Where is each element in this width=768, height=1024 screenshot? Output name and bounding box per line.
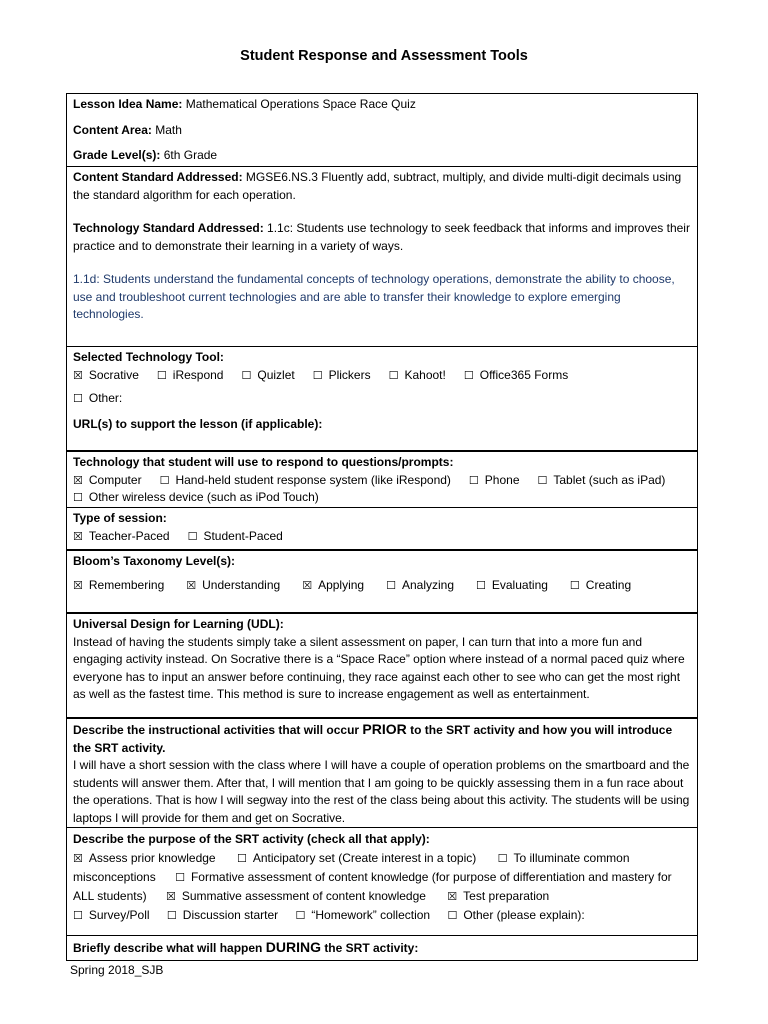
during-activity-section	[67, 935, 697, 960]
srt-form-table	[66, 93, 698, 961]
tool-option-office365-forms[interactable]	[464, 367, 568, 385]
checkbox-icon[interactable]: ☐	[166, 909, 177, 922]
prior-label	[73, 721, 691, 757]
bloom-options	[73, 577, 691, 595]
prior-text: I will have a short session with the class where I will have a couple of operation problems on the smartboard and the students will answer them. After that, I will mention that I am going to be quickly assessing them in a fun race about the operations. That is how I will segway into the rest of the class being about this activity. The students will be using laptops I will provide for them and get on Socrative.	[73, 758, 690, 825]
option-label: “Homework” collection	[311, 908, 431, 922]
checkbox-checked-icon[interactable]: ☒	[186, 578, 197, 592]
blooms-taxonomy-section	[67, 549, 697, 612]
option-label: Discussion starter	[182, 908, 279, 922]
content-standard-value: MGSE6.NS.3 Fluently add, subtract, multiply, and divide multi-digit decimals using the standard algorithm for each operation.	[73, 170, 682, 202]
option-label: Phone	[484, 472, 520, 487]
grade-level-label: Grade Level(s):	[73, 148, 161, 162]
session-options	[73, 528, 691, 546]
option-label: Tablet (such as iPad)	[553, 472, 666, 487]
footer-text: Spring 2018_SJB	[70, 963, 164, 977]
bloom-option-creating[interactable]	[570, 577, 631, 595]
purpose-options	[73, 849, 691, 925]
tool-option-plickers[interactable]	[313, 367, 371, 385]
device-options	[73, 472, 691, 490]
checkbox-icon[interactable]: ☐	[156, 368, 167, 382]
tech-standard-label: Technology Standard Addressed:	[73, 221, 264, 235]
checkbox-checked-icon[interactable]: ☒	[73, 368, 83, 382]
checkbox-checked-icon[interactable]: ☒	[73, 578, 83, 592]
udl-section	[67, 612, 697, 717]
purpose-option-other[interactable]	[447, 908, 584, 922]
checkbox-icon[interactable]: ☐	[468, 473, 479, 487]
tool-option-kahoot[interactable]	[389, 367, 446, 385]
content-standard-label: Content Standard Addressed:	[73, 170, 243, 184]
option-label: Kahoot!	[404, 367, 446, 382]
content-area-value: Math	[155, 122, 182, 137]
option-label: Creating	[585, 577, 632, 592]
option-label: Survey/Poll	[88, 908, 150, 922]
checkbox-checked-icon[interactable]: ☒	[165, 890, 176, 903]
url-label	[73, 416, 691, 434]
url-label-text: URL(s) to support the lesson (if applicable):	[73, 416, 323, 431]
bloom-option-understanding[interactable]	[186, 577, 280, 595]
checkbox-icon[interactable]: ☐	[295, 909, 306, 922]
bloom-option-analyzing[interactable]	[386, 577, 454, 595]
checkbox-checked-icon[interactable]: ☒	[302, 578, 313, 592]
udl-text: Instead of having the students simply take a silent assessment on paper, I can turn that into a more fun and engaging activity instead. On Socrative there is a “Space Race” option where instead of a normal paced quiz where everyone has to input an answer before continuing, they race against each other to see who can get the most right as well as the fastest time. This method is sure to increase engagement as well as entertainment.	[73, 634, 685, 701]
option-label: Formative assessment of content knowledge (for purpose of differentiation and mastery for ALL students)	[73, 870, 672, 903]
grade-level-value: 6th Grade	[163, 148, 218, 162]
technology-tool-section	[67, 346, 697, 450]
checkbox-icon[interactable]: ☐	[73, 909, 83, 922]
checkbox-icon[interactable]: ☐	[187, 529, 198, 543]
purpose-option-test-prep[interactable]	[447, 889, 549, 903]
purpose-option-assess-prior[interactable]	[73, 851, 216, 865]
checkbox-checked-icon[interactable]: ☒	[73, 473, 83, 487]
checkbox-icon[interactable]: ☐	[241, 368, 252, 382]
device-option-tablet[interactable]	[538, 472, 666, 490]
purpose-option-anticipatory-set[interactable]	[237, 851, 476, 865]
checkbox-icon[interactable]: ☐	[497, 852, 508, 865]
option-label: Hand-held student response system (like iRespond)	[175, 472, 451, 487]
purpose-option-survey[interactable]	[73, 908, 150, 922]
tool-option-socrative[interactable]	[73, 367, 139, 385]
option-label: Computer	[88, 472, 142, 487]
checkbox-icon[interactable]: ☐	[236, 852, 247, 865]
option-label: Test preparation	[463, 889, 550, 903]
during-label-emphasis: DURING	[265, 939, 321, 955]
tech-standard-value: 1.1c: Students use technology to seek feedback that informs and improves their practice and to demonstrate their learning in a variety of ways.	[73, 221, 690, 253]
tool-option-irespond[interactable]	[157, 367, 224, 385]
udl-label: Universal Design for Learning (UDL):	[73, 617, 284, 631]
purpose-label: Describe the purpose of the SRT activity (check all that apply):	[73, 832, 430, 846]
tech-standard-extra: 1.1d: Students understand the fundamental concepts of technology operations, demonstrate the ability to choose, use and troubleshoot current technologies and are able to transfer their knowledge to explore emerging technologies.	[73, 272, 675, 321]
option-label: iRespond	[172, 367, 224, 382]
tool-label	[73, 349, 691, 367]
option-label: Office365 Forms	[479, 367, 569, 382]
checkbox-icon[interactable]: ☐	[73, 392, 83, 405]
device-option-computer[interactable]	[73, 472, 142, 490]
prior-activities-section	[67, 717, 697, 827]
session-option-teacher-paced[interactable]	[73, 528, 170, 546]
option-label: Other wireless device (such as iPod Touch)	[88, 490, 319, 504]
device-option-phone[interactable]	[469, 472, 520, 490]
device-label: Technology that student will use to respond to questions/prompts:	[73, 455, 454, 469]
checkbox-icon[interactable]: ☐	[537, 473, 548, 487]
device-option-other[interactable]	[73, 489, 691, 507]
response-device-section	[67, 450, 697, 507]
bloom-option-remembering[interactable]	[73, 577, 164, 595]
bloom-option-applying[interactable]	[302, 577, 364, 595]
checkbox-icon[interactable]: ☐	[312, 368, 323, 382]
option-label: Other (please explain):	[463, 908, 585, 922]
option-label: Other:	[88, 391, 123, 405]
tech-standard-row	[73, 220, 691, 255]
tool-option-other[interactable]	[73, 390, 691, 408]
standards-section	[67, 166, 697, 346]
checkbox-icon[interactable]: ☐	[447, 909, 458, 922]
checkbox-icon[interactable]: ☐	[386, 578, 396, 592]
tool-option-quizlet[interactable]	[241, 367, 294, 385]
option-label: Anticipatory set (Create interest in a topic)	[252, 851, 477, 865]
option-label: Summative assessment of content knowledge	[181, 889, 426, 903]
tool-options	[73, 367, 691, 385]
document-title: Student Response and Assessment Tools	[240, 48, 528, 64]
checkbox-icon[interactable]: ☐	[73, 491, 83, 504]
prior-label-post: to the SRT activity and how you will introduce the SRT activity.	[73, 723, 673, 755]
checkbox-checked-icon[interactable]: ☒	[447, 890, 458, 903]
purpose-option-homework[interactable]	[296, 908, 431, 922]
option-label: Quizlet	[257, 367, 295, 382]
lesson-info-section	[67, 94, 697, 166]
option-label: To illuminate common misconceptions	[73, 851, 630, 884]
content-standard-row	[73, 169, 691, 204]
option-label: Socrative	[88, 367, 139, 382]
srt-purpose-section	[67, 827, 697, 935]
bloom-option-evaluating[interactable]	[476, 577, 548, 595]
bloom-label: Bloom’s Taxonomy Level(s):	[73, 554, 236, 568]
device-option-handheld[interactable]	[160, 472, 451, 490]
option-label: Teacher-Paced	[88, 528, 170, 543]
checkbox-checked-icon[interactable]: ☒	[73, 529, 83, 543]
tool-label-text: Selected Technology Tool:	[73, 350, 224, 364]
session-type-section	[67, 507, 697, 549]
option-label: Remembering	[88, 577, 165, 592]
prior-label-emphasis: PRIOR	[362, 721, 407, 737]
content-area-label: Content Area:	[73, 122, 152, 137]
grade-level-row	[73, 147, 691, 165]
option-label: Applying	[318, 577, 365, 592]
checkbox-icon[interactable]: ☐	[175, 871, 185, 884]
checkbox-icon[interactable]: ☐	[388, 368, 399, 382]
content-area-row	[73, 122, 691, 140]
option-label: Evaluating	[491, 577, 548, 592]
lesson-name-row	[73, 96, 691, 114]
session-option-student-paced[interactable]	[188, 528, 283, 546]
option-label: Understanding	[202, 577, 281, 592]
lesson-name-value: Mathematical Operations Space Race Quiz	[185, 97, 416, 111]
checkbox-icon[interactable]: ☐	[159, 473, 170, 487]
option-label: Plickers	[328, 367, 371, 382]
purpose-option-summative[interactable]	[166, 889, 426, 903]
checkbox-icon[interactable]: ☐	[476, 578, 486, 592]
during-label-post: the SRT activity:	[324, 941, 419, 955]
during-label	[73, 939, 691, 958]
option-label: Assess prior knowledge	[88, 851, 216, 865]
option-label: Analyzing	[401, 577, 454, 592]
purpose-option-discussion[interactable]	[167, 908, 278, 922]
checkbox-icon[interactable]: ☐	[463, 368, 474, 382]
checkbox-icon[interactable]: ☐	[569, 578, 580, 592]
option-label: Student-Paced	[203, 528, 283, 543]
lesson-name-label: Lesson Idea Name:	[73, 97, 183, 111]
during-label-pre: Briefly describe what will happen	[73, 941, 263, 955]
prior-label-pre: Describe the instructional activities that will occur	[73, 723, 360, 737]
checkbox-checked-icon[interactable]: ☒	[73, 852, 83, 865]
session-label: Type of session:	[73, 511, 167, 525]
